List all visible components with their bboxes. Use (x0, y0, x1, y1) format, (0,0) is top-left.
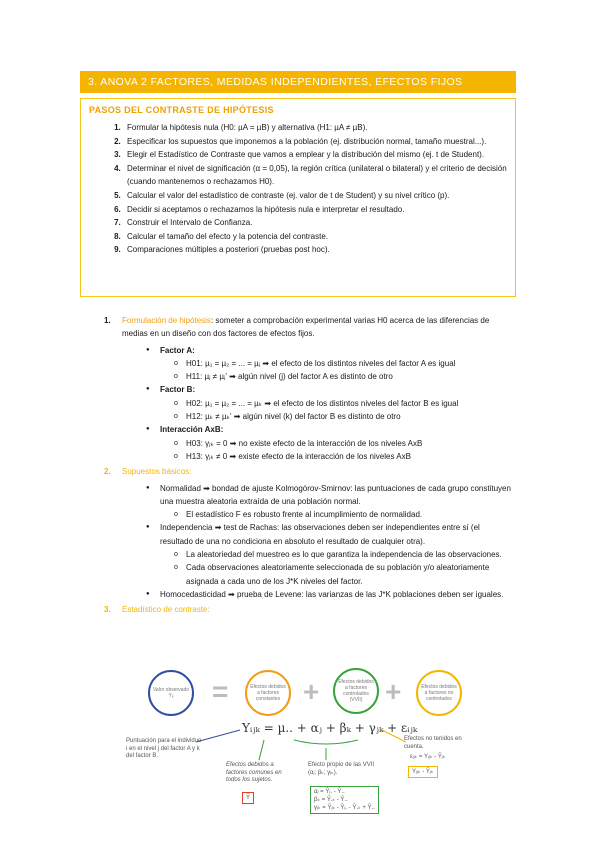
step-item: 6. Decidir si aceptamos o rechazamos la hipótesis nula e interpretar el resultado. (123, 203, 507, 217)
plus-sign: + (385, 676, 402, 707)
note-vvii: Efecto propio de las VVII (αⱼ; βₖ; γⱼₖ). (308, 762, 375, 776)
step-item: 1. Formular la hipótesis nula (H0: µA = µB) y alternativa (H1: µA ≠ µB). (123, 121, 507, 135)
section-statistic (104, 603, 514, 616)
vvii-box: αⱼ = Ȳⱼ. - Ȳ.. βₖ = Ȳ.ₖ - Ȳ.. γⱼₖ = Ȳⱼₖ - Ȳⱼ. - Ȳ.ₖ + Ȳ.. (310, 786, 379, 814)
anova-formula: Yᵢⱼₖ = µ.. + αⱼ + βₖ + γⱼₖ + εᵢⱼₖ (242, 721, 418, 735)
assumption-list (122, 482, 514, 602)
equals-sign: = (212, 676, 229, 707)
uncontrolled-effects-circle: Efectos debidos a factores no controlados (416, 670, 462, 716)
hypothesis-h12: o H12: µₖ ≠ µₖ' ➡ algún nivel (k) del factor B es distinto de otro (174, 410, 514, 423)
observed-value-circle: Valor observado Yᵢⱼ (148, 670, 194, 716)
error-equation: εᵢⱼₖ = Yᵢⱼₖ - Ȳⱼₖ (410, 754, 446, 760)
section-number: 3. (104, 605, 111, 615)
steps-title: PASOS DEL CONTRASTE DE HIPÓTESIS (89, 105, 274, 115)
note-observed: Puntuación para el individuo i en el nivel j del factor A y k del factor B. (126, 738, 202, 759)
hypothesis-h11: o H11: µⱼ ≠ µⱼ' ➡ algún nivel (j) del factor A es distinto de otro (174, 370, 514, 383)
section-title: Supuestos básicos: (122, 467, 192, 477)
error-box: Yᵢⱼₖ - Ȳⱼₖ (408, 766, 438, 778)
section-assumptions (104, 465, 514, 601)
step-item: 9. Comparaciones múltiples a posteriori (pruebas post hoc). (123, 243, 507, 257)
hypothesis-h02: o H02: µ₁ = µ₂ = ... = µₖ ➡ el efecto de los distintos niveles del factor B es igual (174, 397, 514, 410)
note-error: Efectos no tenidos en cuenta. (404, 736, 462, 750)
assumption-independencia: ● Independencia ➡ test de Rachas: las observaciones deben ser independientes entre sí (el resultado de una no condiciona en absoluto el resultado de cualquier otra). o La aleatoriedad del muestreo es lo que garantiza la independencia de las observaciones. o Cada observaciones aleatoriamente seleccionada de su población y/o aleatoriamente asignada a cada uno de los J*K niveles del factor. (146, 521, 514, 587)
section-number: 2. (104, 467, 111, 477)
section-number: 1. (104, 316, 111, 325)
normalidad-note: o El estadístico F es robusto frente al incumplimiento de normalidad. (174, 508, 514, 521)
section-title: Estadístico de contraste: (122, 605, 210, 615)
controlled-effects-circle: Efectos debidos a factores controlados (VVII) (333, 668, 379, 714)
assumption-normalidad: ● Normalidad ➡ bondad de ajuste Kolmogórov-Smirnov: las puntuaciones de cada grupo constituyen una muestra aleatoria extraída de una población normal. o El estadístico F es robusto frente al incumplimiento de normalidad. (146, 482, 514, 522)
anova-model-diagram (104, 668, 504, 838)
step-item: 2. Especificar los supuestos que imponemos a la población (ej. distribución normal, tamaño muestral...). (123, 135, 507, 149)
hypothesis-h03: o H03: γⱼₖ = 0 ➡ no existe efecto de la interacción de los niveles AxB (174, 437, 514, 450)
main-content (104, 314, 514, 617)
factor-b: ● Factor B: o H02: µ₁ = µ₂ = ... = µₖ ➡ el efecto de los distintos niveles del factor B es igual o H12: µₖ ≠ µₖ' ➡ algún nivel (k) del factor B es distinto de otro (146, 383, 514, 423)
grand-mean-box: Ȳ (242, 792, 254, 804)
assumption-homocedasticidad: ● Homocedasticidad ➡ prueba de Levene: las varianzas de las J*K poblaciones deben ser iguales. (146, 588, 514, 601)
hypothesis-h01: o H01: µ₁ = µ₂ = ... = µⱼ ➡ el efecto de los distintos niveles del factor A es igual (174, 357, 514, 370)
factor-a: ● Factor A: o H01: µ₁ = µ₂ = ... = µⱼ ➡ el efecto de los distintos niveles del factor A es igual o H11: µⱼ ≠ µⱼ' ➡ algún nivel (j) del factor A es distinto de otro (146, 344, 514, 384)
constant-effects-circle: Efectos debidos a factores constantes (245, 670, 291, 716)
note-constant: Efectos debidos a factores comunes en todos los sujetos. (226, 762, 282, 783)
step-item: 4. Determinar el nivel de significación (α = 0,05), la región crítica (unilateral o bilateral) y el criterio de decisión (cuando mantenemos o rechazamos H0). (123, 162, 507, 189)
step-item: 8. Calcular el tamaño del efecto y la potencia del contraste. (123, 230, 507, 244)
hypothesis-h13: o H13: γⱼₖ ≠ 0 ➡ existe efecto de la interacción de los niveles AxB (174, 450, 514, 463)
step-item: 3. Elegir el Estadístico de Contraste que vamos a emplear y la distribución del mismo (ej. t de Student). (123, 148, 507, 162)
section-text: : someter a comprobación experimental varias H0 acerca de las diferencias de medias en un diseño con dos factores de efectos fijos. (122, 316, 490, 339)
section-hypotheses (104, 314, 514, 463)
step-item: 7. Construir el Intervalo de Confianza. (123, 216, 507, 230)
step-item: 5. Calcular el valor del estadístico de contraste (ej. valor de t de Student) y su nivel crítico (p). (123, 189, 507, 203)
steps-box (80, 98, 516, 297)
section-title: Formulación de hipótesis (122, 316, 211, 325)
steps-list (89, 121, 507, 257)
plus-sign: + (303, 676, 320, 707)
factor-list (122, 344, 514, 464)
independencia-note-2: o Cada observaciones aleatoriamente seleccionada de su población y/o aleatoriamente asignada a cada uno de los J*K niveles del factor. (174, 561, 514, 588)
interaction-axb: ● Interacción AxB: o H03: γⱼₖ = 0 ➡ no existe efecto de la interacción de los niveles AxB o H13: γⱼₖ ≠ 0 ➡ existe efecto de la interacción de los niveles AxB (146, 423, 514, 463)
section-banner: 3. ANOVA 2 FACTORES, MEDIDAS INDEPENDIENTES, EFECTOS FIJOS (80, 71, 516, 93)
independencia-note-1: o La aleatoriedad del muestreo es lo que garantiza la independencia de las observaciones. (174, 548, 514, 561)
